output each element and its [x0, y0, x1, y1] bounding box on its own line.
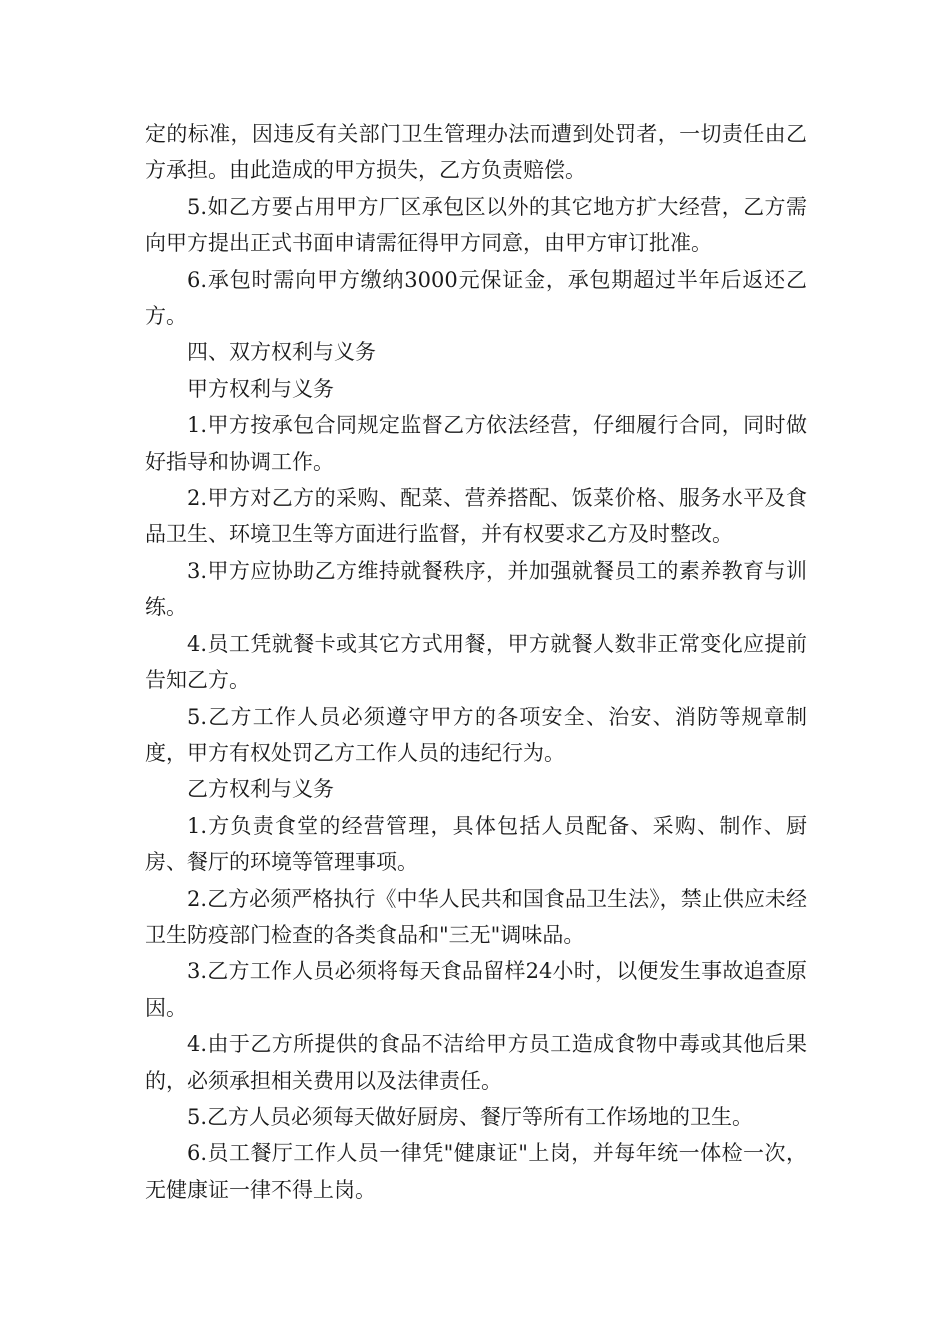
- paragraph-party-a-clause-4: 4.员工凭就餐卡或其它方式用餐，甲方就餐人数非正常变化应提前告知乙方。: [145, 631, 807, 693]
- document-page: [145, 116, 807, 1208]
- section-heading-rights-obligations: 四、双方权利与义务: [187, 340, 376, 365]
- paragraph-hygiene-liability: 定的标准，因违反有关部门卫生管理办法而遭到处罚者，一切责任由乙方承担。由此造成的甲方损失，乙方负责赔偿。: [145, 122, 807, 183]
- paragraph-party-b-clause-3: 3.乙方工作人员必须将每天食品留样24小时，以便发生事故追查原因。: [145, 959, 807, 1020]
- subheading-party-b: 乙方权利与义务: [187, 777, 334, 802]
- paragraph-party-b-clause-2: 2.乙方必须严格执行《中华人民共和国食品卫生法》，禁止供应未经卫生防疫部门检查的各类食品和"三无"调味品。: [145, 886, 807, 947]
- subheading-party-a: 甲方权利与义务: [187, 376, 334, 401]
- paragraph-party-a-clause-2: 2.甲方对乙方的采购、配菜、营养搭配、饭菜价格、服务水平及食品卫生、环境卫生等方面进行监督，并有权要求乙方及时整改。: [145, 486, 807, 547]
- paragraph-party-a-clause-1: 1.甲方按承包合同规定监督乙方依法经营，仔细履行合同，同时做好指导和协调工作。: [145, 413, 807, 474]
- paragraph-party-a-clause-3: 3.甲方应协助乙方维持就餐秩序，并加强就餐员工的素养教育与训练。: [145, 558, 807, 620]
- paragraph-clause-6-deposit: 6.承包时需向甲方缴纳3000元保证金，承包期超过半年后返还乙方。: [145, 267, 807, 329]
- paragraph-party-b-clause-6: 6.员工餐厅工作人员一律凭"健康证"上岗，并每年统一体检一次，无健康证一律不得上岗。: [145, 1141, 807, 1202]
- paragraph-party-a-clause-5: 5.乙方工作人员必须遵守甲方的各项安全、治安、消防等规章制度，甲方有权处罚乙方工作人员的违纪行为。: [145, 704, 807, 765]
- paragraph-party-b-clause-4: 4.由于乙方所提供的食品不洁给甲方员工造成食物中毒或其他后果的，必须承担相关费用以及法律责任。: [145, 1032, 807, 1093]
- paragraph-party-b-clause-1: 1.方负责食堂的经营管理，具体包括人员配备、采购、制作、厨房、餐厅的环境等管理事项。: [145, 813, 807, 875]
- paragraph-clause-5-expansion: 5.如乙方要占用甲方厂区承包区以外的其它地方扩大经营，乙方需向甲方提出正式书面申请需征得甲方同意，由甲方审订批准。: [145, 194, 807, 256]
- paragraph-party-b-clause-5: 5.乙方人员必须每天做好厨房、餐厅等所有工作场地的卫生。: [187, 1104, 754, 1129]
